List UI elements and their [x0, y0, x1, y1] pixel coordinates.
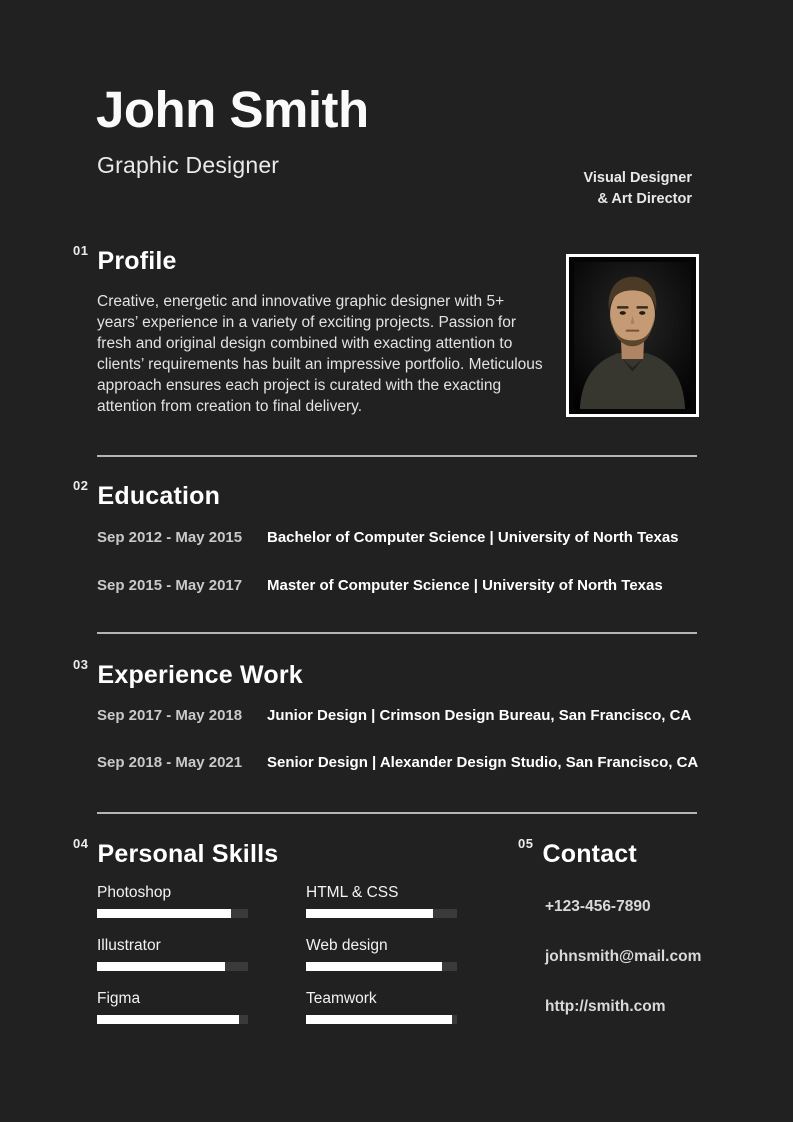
section-heading-education	[73, 478, 220, 509]
contact-website: http://smith.com	[545, 998, 666, 1015]
skill-item	[97, 884, 248, 918]
experience-dates: Sep 2017 - May 2018	[97, 707, 243, 724]
skill-progress-fill	[306, 909, 433, 918]
tagline-line-1: Visual Designer	[583, 170, 692, 186]
skill-label: Teamwork	[306, 990, 377, 1007]
person-tagline	[583, 168, 692, 210]
section-heading-contact	[518, 836, 637, 867]
skill-item	[97, 937, 248, 971]
experience-detail: Senior Design | Alexander Design Studio, San Francisco, CA	[267, 754, 699, 771]
section-title: Experience Work	[97, 661, 303, 689]
experience-entry	[97, 754, 698, 771]
section-number: 04	[73, 836, 89, 851]
skill-label: Web design	[306, 937, 388, 954]
skill-label: Illustrator	[97, 937, 161, 954]
section-divider	[97, 812, 697, 814]
education-detail: Bachelor of Computer Science | University of North Texas	[267, 529, 679, 546]
skill-item	[306, 990, 457, 1024]
skill-progress-fill	[306, 962, 442, 971]
skills-column-right	[306, 884, 457, 1043]
skill-progress-track	[306, 962, 457, 971]
portrait-photo-illustration	[574, 262, 691, 409]
section-divider	[97, 455, 697, 457]
contact-phone: +123-456-7890	[545, 898, 651, 915]
skill-item	[97, 990, 248, 1024]
person-name: John Smith	[96, 81, 369, 138]
skill-progress-track	[306, 1015, 457, 1024]
skill-label: HTML & CSS	[306, 884, 399, 901]
section-heading-experience	[73, 657, 303, 688]
section-divider	[97, 632, 697, 634]
skill-progress-fill	[306, 1015, 452, 1024]
section-number: 01	[73, 243, 89, 258]
skills-column-left	[97, 884, 248, 1043]
contact-email: johnsmith@mail.com	[545, 948, 702, 965]
section-heading-skills	[73, 836, 278, 867]
section-number: 05	[518, 836, 534, 851]
person-role: Graphic Designer	[97, 152, 280, 178]
section-title: Contact	[542, 840, 637, 868]
skill-progress-fill	[97, 909, 231, 918]
section-heading-profile	[73, 243, 177, 274]
education-dates: Sep 2015 - May 2017	[97, 577, 243, 594]
profile-summary-text: Creative, energetic and innovative graphic designer with 5+ years’ experience in a variety of exciting projects. Passion for fresh and original design combined with exacting attention to clients’ requirements has built an impressive portfolio. Meticulous approach ensures each project is curated with the exacting attention from creation to final delivery.	[97, 293, 543, 415]
skill-label: Figma	[97, 990, 141, 1007]
skill-progress-track	[97, 962, 248, 971]
section-number: 03	[73, 657, 89, 672]
education-dates: Sep 2012 - May 2015	[97, 529, 243, 546]
skill-progress-track	[306, 909, 457, 918]
section-title: Profile	[97, 247, 177, 275]
section-number: 02	[73, 478, 89, 493]
skill-progress-track	[97, 1015, 248, 1024]
education-detail: Master of Computer Science | University of North Texas	[267, 577, 663, 594]
skill-label: Photoshop	[97, 884, 172, 901]
experience-detail: Junior Design | Crimson Design Bureau, San Francisco, CA	[267, 707, 692, 724]
education-entry	[97, 577, 663, 594]
skill-progress-fill	[97, 962, 225, 971]
experience-dates: Sep 2018 - May 2021	[97, 754, 243, 771]
skill-progress-fill	[97, 1015, 239, 1024]
skill-item	[306, 884, 457, 918]
skill-item	[306, 937, 457, 971]
section-title: Personal Skills	[97, 840, 279, 868]
portrait-photo	[566, 254, 699, 417]
education-entry	[97, 529, 679, 546]
tagline-line-2: & Art Director	[597, 191, 692, 207]
skill-progress-track	[97, 909, 248, 918]
section-title: Education	[97, 482, 221, 510]
experience-entry	[97, 707, 691, 724]
